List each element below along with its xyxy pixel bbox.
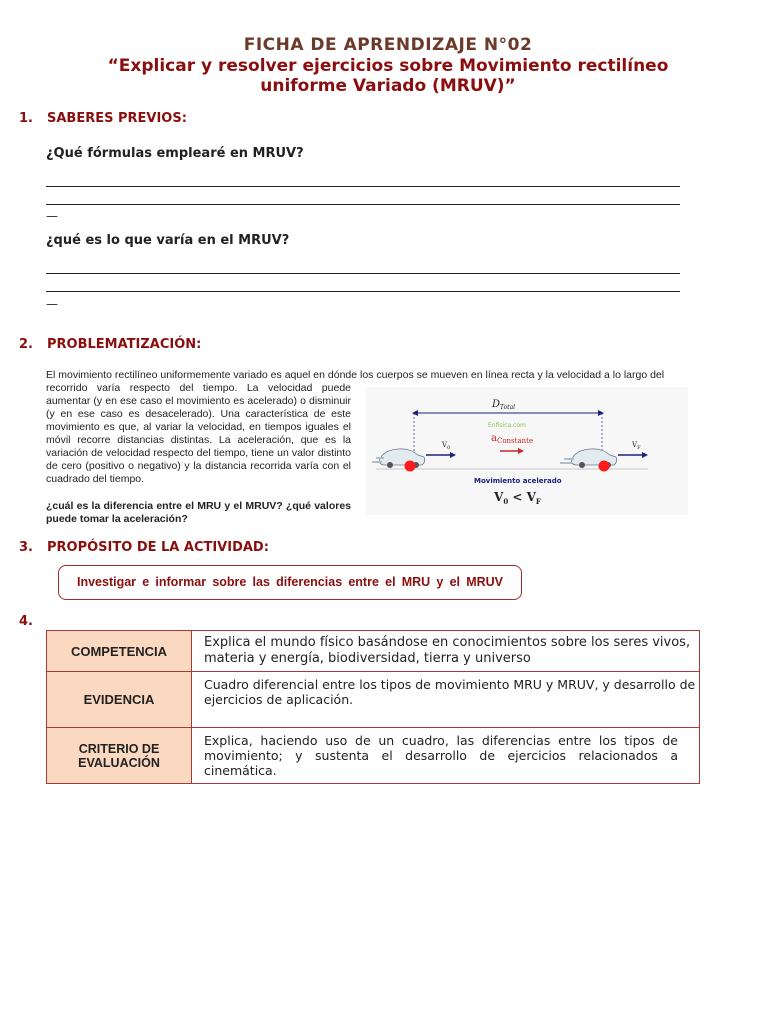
problem-question: ¿cuál es la diferencia entre el MRU y el MRUV? ¿qué valores puede tomar la aceleración? — [46, 500, 351, 525]
answer-dash: — — [46, 297, 58, 311]
answer-line[interactable] — [46, 273, 680, 274]
question-2: ¿qué es lo que varía en el MRUV? — [46, 233, 290, 248]
mruv-diagram — [366, 387, 688, 515]
section-3-heading — [19, 540, 269, 555]
answer-line[interactable] — [46, 291, 680, 292]
acceleration-arrow-head — [518, 448, 524, 454]
evidencia-label: EVIDENCIA — [47, 672, 192, 728]
subtitle-line-1: “Explicar y resolver ejercicios sobre Movimiento rectilíneo — [107, 56, 669, 76]
car-start-icon — [372, 449, 425, 468]
vf-arrow-head — [642, 452, 648, 458]
section-3-number: 3. — [19, 540, 33, 555]
document-subtitle — [0, 56, 768, 96]
watermark: Enfisica.com — [488, 422, 526, 429]
distance-arrow-right-head — [598, 410, 604, 416]
answer-line[interactable] — [46, 186, 680, 187]
evidencia-text: Cuadro diferencial entre los tipos de movimiento MRU y MRUV, y desarrollo de ejercicios de aplicación. — [192, 672, 700, 728]
section-2-heading — [19, 337, 201, 352]
table-row — [47, 631, 700, 672]
section-2-title: PROBLEMATIZACIÓN: — [47, 337, 202, 352]
section-3-title: PROPÓSITO DE LA ACTIVIDAD: — [47, 540, 269, 555]
v0-arrow-head — [450, 452, 456, 458]
section-1-title: SABERES PREVIOS: — [47, 111, 187, 126]
purpose-box — [58, 565, 522, 600]
question-1: ¿Qué fórmulas emplearé en MRUV? — [46, 146, 304, 161]
diagram-caption: Movimiento acelerado — [474, 477, 562, 485]
criterio-text: Explica, haciendo uso de un cuadro, las diferencias entre los tipos de movimiento; y sustenta el desarrollo de ejercicios relacionados a cinemática. — [192, 728, 700, 784]
criterio-label: CRITERIO DE EVALUACIÓN — [47, 728, 192, 784]
table-row — [47, 672, 700, 728]
start-position-dot — [405, 461, 416, 472]
section-1-number: 1. — [19, 111, 33, 126]
problem-text-line-1: El movimiento rectilíneo uniformemente variado es aquel en dónde los cuerpos se mueven en línea recta y la velocidad a lo largo del — [46, 369, 665, 381]
section-2-number: 2. — [19, 337, 33, 352]
answer-line[interactable] — [46, 204, 680, 205]
answer-dash: — — [46, 209, 58, 223]
mruv-diagram-svg — [366, 387, 688, 515]
competencia-label: COMPETENCIA — [47, 631, 192, 672]
section-1-heading — [19, 111, 187, 126]
end-position-dot — [599, 461, 610, 472]
problem-text: recorrido varía respecto del tiempo. La velocidad puede aumentar (y en ese caso el movimiento es acelerado) o disminuir (y en ese caso es desacelerado). Una característica de este movimiento es que, al variar la velocidad, en tiempos iguales el móvil recorre distancias distintas. La aceleración, que es la variación de velocidad respecto del tiempo, tiene un valor distinto de cero (positivo o negativo) y la distancia recorrida varía con el cuadrado del tiempo. — [46, 382, 351, 485]
subtitle-line-2: uniforme Variado (MRUV)” — [260, 76, 516, 96]
competency-table — [46, 630, 700, 784]
section-4-number: 4. — [19, 614, 33, 629]
table-row — [47, 728, 700, 784]
competencia-text: Explica el mundo físico basándose en conocimientos sobre los seres vivos, materia y energía, biodiversidad, tierra y universo — [192, 631, 700, 672]
distance-arrow-left-head — [412, 410, 418, 416]
d-total-label: $D_{Total}$ — [492, 399, 516, 411]
vf-label: $V_F$ — [632, 441, 641, 451]
acceleration-label: $a_{Constante}$ — [491, 433, 534, 445]
velocity-formula: $V_0 < V_F$ — [494, 490, 541, 506]
purpose-text: Investigar e informar sobre las diferencias entre el MRU y el MRUV — [77, 575, 503, 589]
document-title: FICHA DE APRENDIZAJE N°02 — [243, 35, 533, 55]
v0-label: $V_0$ — [442, 441, 451, 451]
